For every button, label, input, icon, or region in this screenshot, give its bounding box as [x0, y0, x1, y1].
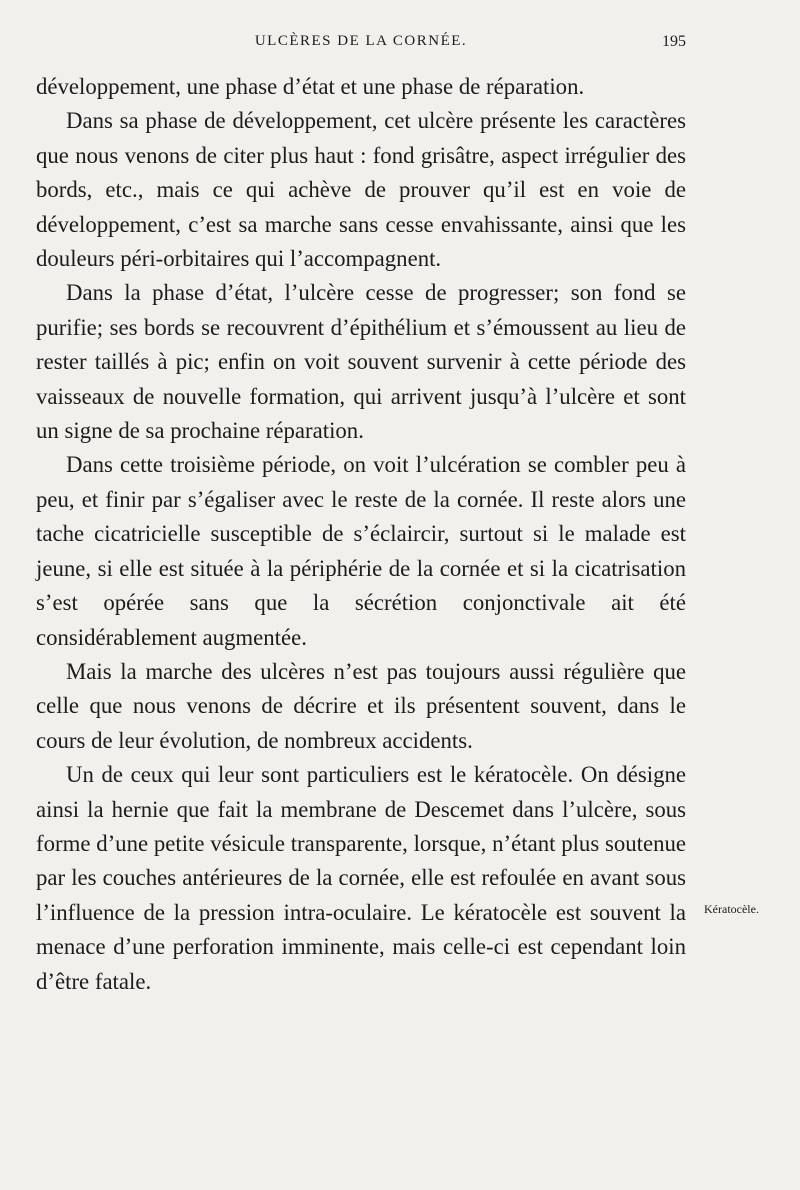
margin-note-keratocele: Kératocèle.: [704, 902, 759, 916]
paragraph-development-phase: Dans sa phase de développement, cet ulcère présente les caractères que nous venons de citer plus haut : fond grisâtre, aspect irrégulier des bords, etc., mais ce qui achève de prouver qu’il est en voie de développement, c’est sa marche sans cesse envahissante, ainsi que les douleurs péri-orbitaires qui l’accompagnent.: [36, 108, 686, 272]
paragraph-third-period: Dans cette troisième période, on voit l’ulcération se combler peu à peu, et finir par s’égaliser avec le reste de la cornée. Il reste alors une tache cicatricielle susceptible de s’éclaircir, surtout si le malade est jeune, si elle est située à la périphérie de la cornée et si la cicatrisation s’est opérée sans que la sécrétion conjonctivale ait été considérablement augmentée.: [36, 452, 686, 650]
body-text: [36, 70, 686, 999]
paragraph-continuation: développement, une phase d’état et une phase de réparation.: [36, 74, 585, 99]
running-head-title: ULCÈRES DE LA CORNÉE.: [254, 33, 468, 49]
paragraph-state-phase: Dans la phase d’état, l’ulcère cesse de progresser; son fond se purifie; ses bords se recouvrent d’épithélium et s’émoussent au lieu de rester taillés à pic; enfin on voit souvent survenir à cette période des vaisseaux de nouvelle formation, qui arrivent jusqu’à l’ulcère et sont un signe de sa prochaine réparation.: [36, 280, 686, 444]
paragraph-keratocele: Un de ceux qui leur sont particuliers est le kératocèle. On désigne ainsi la hernie que fait la membrane de Descemet dans l’ulcère, sous forme d’une petite vésicule transparente, lorsque, n’étant plus soutenue par les couches antérieures de la cornée, elle est refoulée en avant sous l’influence de la pression intra-oculaire. Le kératocèle est souvent la menace d’une perforation imminente, mais celle-ci est cependant loin d’être fatale.: [36, 762, 686, 994]
paragraph-irregular-course: Mais la marche des ulcères n’est pas toujours aussi régulière que celle que nous venons de décrire et ils présentent souvent, dans le cours de leur évolution, de nombreux accidents.: [36, 658, 686, 753]
page-number: 195: [662, 33, 686, 50]
running-head: [36, 33, 686, 55]
